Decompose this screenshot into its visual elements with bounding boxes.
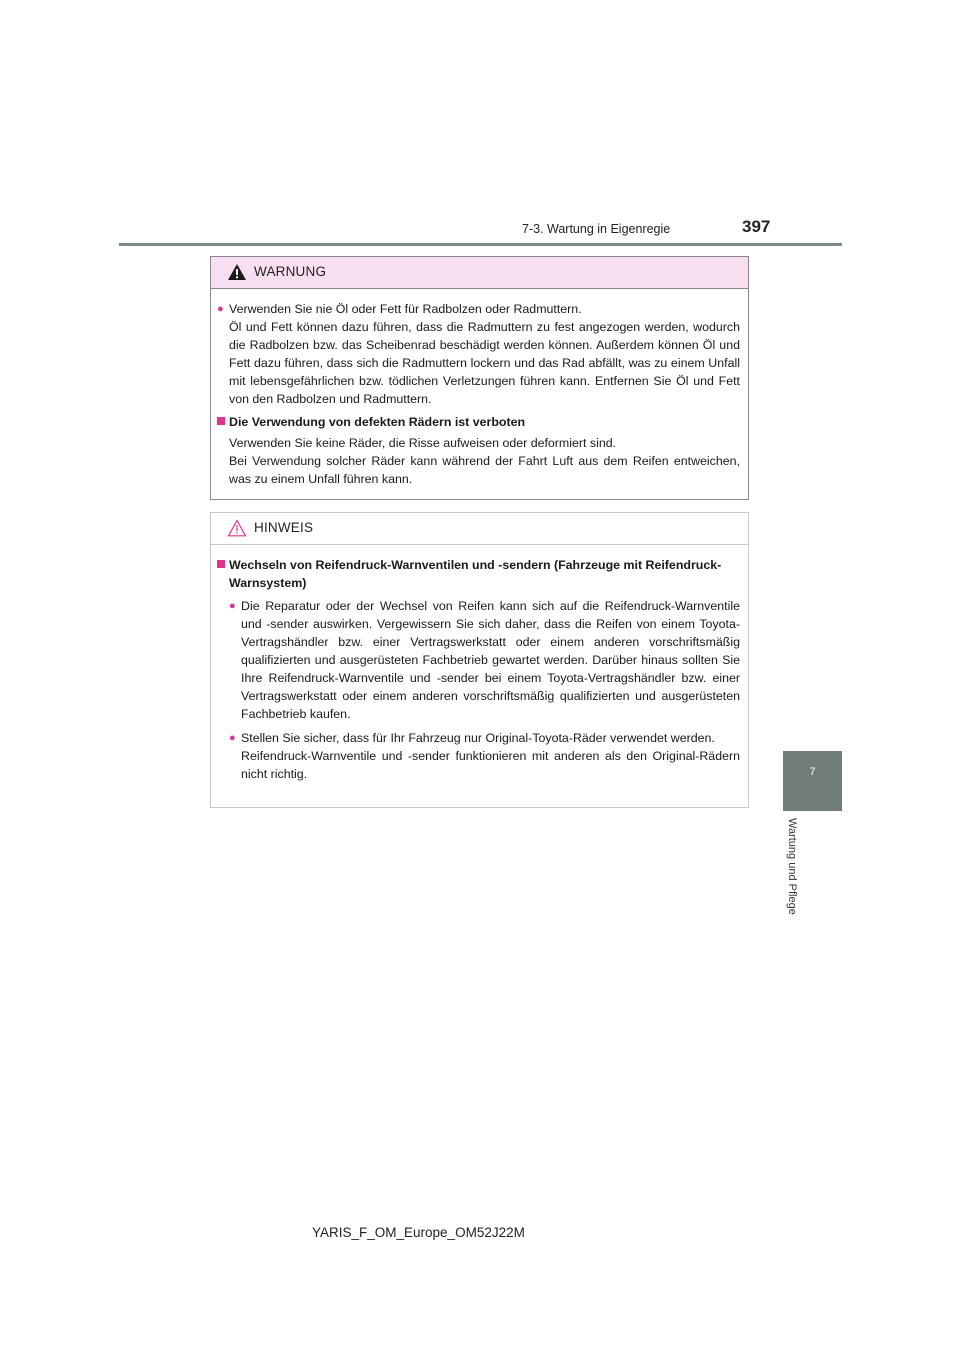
- warning-bullet-text: Verwenden Sie nie Öl oder Fett für Radbolzen oder Radmuttern.: [229, 302, 582, 316]
- bullet-dot-icon: ●: [229, 732, 236, 744]
- notice-bullet: [229, 597, 740, 723]
- warning-title: WARNUNG: [254, 264, 327, 279]
- warning-header: [211, 257, 748, 289]
- warning-section-heading-text: Die Verwendung von defekten Rädern ist verboten: [229, 415, 526, 429]
- notice-section-heading: [217, 556, 740, 592]
- bullet-dot-icon: ●: [229, 600, 236, 612]
- warning-triangle-icon: [227, 263, 247, 281]
- page-number: 397: [742, 217, 771, 236]
- header-rule: [119, 243, 842, 246]
- square-bullet-icon: [217, 560, 225, 568]
- warning-section-text: [217, 434, 740, 488]
- notice-box: [210, 512, 749, 808]
- notice-title: HINWEIS: [254, 520, 314, 535]
- notice-bullet-text-cont: Reifendruck-Warnventile und -sender funktionieren mit anderen als den Original-Rädern nicht richtig.: [241, 749, 740, 781]
- bullet-dot-icon: ●: [217, 303, 224, 315]
- header-section: 7-3. Wartung in Eigenregie: [522, 222, 671, 236]
- notice-header: [211, 513, 748, 545]
- chapter-number: 7: [809, 766, 816, 778]
- notice-bullets: [217, 597, 740, 783]
- warning-section-text-2: Bei Verwendung solcher Räder kann während der Fahrt Luft aus dem Reifen entweichen, was zu einem Unfall führen kann.: [229, 454, 740, 486]
- notice-bullet-text: Die Reparatur oder der Wechsel von Reifen kann sich auf die Reifendruck-Warnventile und -sender auswirken. Vergewissern Sie sich daher, dass die Reifen von einem Toyota-Vertragshändler bzw. einer Vertragswerkstatt oder einem anderen vorschriftsmäßig qualifizierten und ausgerüsteten Fachbetrieb gewartet werden. Darüber hinaus sollten Sie Ihre Reifendruck-Warnventile und -sender bei einem Toyota-Vertragshändler bzw. einer Vertragswerkstatt oder einem anderen vorschriftsmäßig qualifizierten und ausgerüsteten Fachbetrieb kaufen.: [241, 599, 740, 721]
- notice-bullet-text: Stellen Sie sicher, dass für Ihr Fahrzeug nur Original-Toyota-Räder verwendet werden.: [241, 731, 715, 745]
- footer-code: YARIS_F_OM_Europe_OM52J22M: [312, 1225, 525, 1240]
- square-bullet-icon: [217, 417, 225, 425]
- warning-box: [210, 256, 749, 500]
- warning-section-heading: [217, 413, 740, 431]
- warning-bullet: [217, 300, 740, 408]
- warning-bullet-detail: Öl und Fett können dazu führen, dass die Radmuttern zu fest angezogen werden, wodurch die Radbolzen bzw. das Scheibenrad beschädigt werden können. Außerdem können Öl und Fett dazu führen, dass sich die Radmuttern lockern und das Rad abfällt, was zu einem Unfall mit lebensgefährlichen bzw. tödlichen Verletzungen führen kann. Entfernen Sie Öl und Fett von den Radbolzen und Radmuttern.: [229, 320, 740, 406]
- warning-body: [211, 289, 748, 488]
- notice-body: [211, 545, 748, 783]
- caution-triangle-icon: [227, 519, 247, 537]
- notice-bullet: [229, 729, 740, 783]
- notice-section-heading-text: Wechseln von Reifendruck-Warnventilen und -sendern (Fahrzeuge mit Reifendruck-Warnsystem): [229, 558, 722, 590]
- warning-section-text-1: Verwenden Sie keine Räder, die Risse aufweisen oder deformiert sind.: [229, 436, 617, 450]
- chapter-tab: [783, 751, 842, 811]
- chapter-side-label: Wartung und Pflege: [786, 818, 798, 915]
